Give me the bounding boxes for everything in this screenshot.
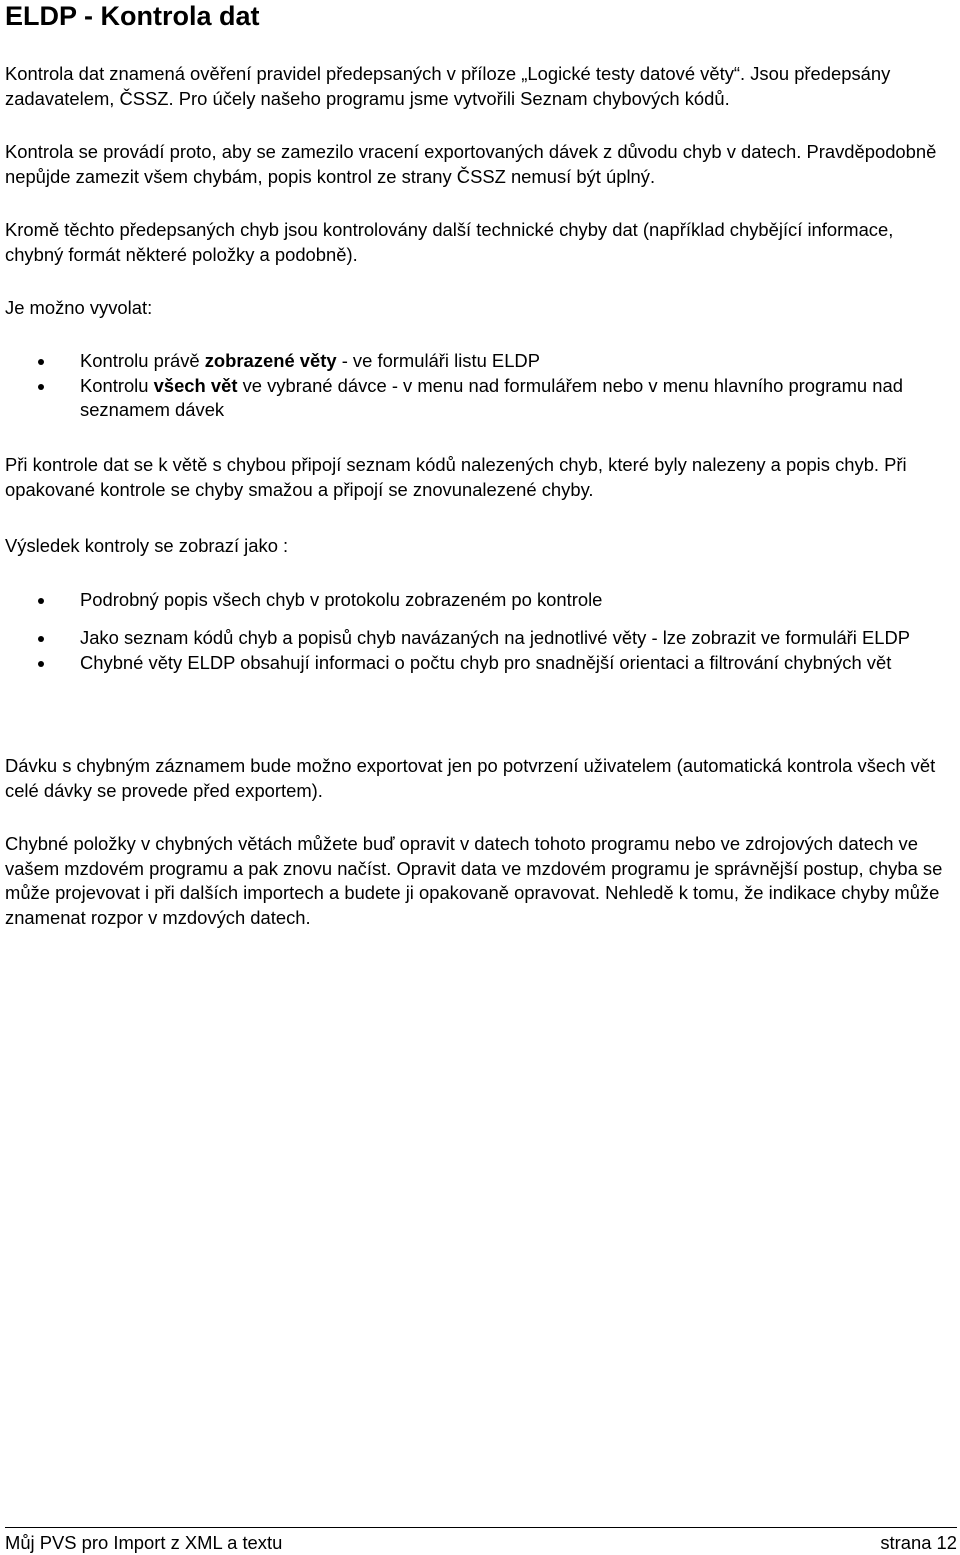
paragraph-technical-errors: Kromě těchto předepsaných chyb jsou kontrolovány další technické chyby dat (například chybějící informace, chybný formát některé položky a podobně). — [5, 219, 894, 265]
bullet-icon — [38, 598, 44, 604]
paragraph-result-label: Výsledek kontroly se zobrazí jako : — [5, 535, 289, 556]
page-number: strana 12 — [880, 1532, 957, 1553]
bullet-icon — [38, 661, 44, 667]
list-item-text-bold: zobrazené věty — [204, 350, 337, 371]
paragraph-error-codes: Při kontrole dat se k větě s chybou připojí seznam kódů nalezených chyb, které byly nalezeny a popis chyb. Při opakované kontrole se chyby smažou a připojí se znovunalezené chyby. — [5, 454, 907, 500]
list-item-text: Jako seznam kódů chyb a popisů chyb navázaných na jednotlivé věty - lze zobrazit ve formuláři ELDP — [80, 626, 911, 648]
list-item — [5, 626, 950, 651]
paragraph-fixing: Chybné položky v chybných větách můžete buď opravit v datech tohoto programu nebo ve zdrojových datech ve vašem mzdovém programu a pak znovu načíst. Opravit data ve mzdovém programu je správnější postup, chyba se může projevovat i při dalších importech a budete ji opakovaně opravovat. Nehledě k tomu, že indikace chyby může znamenat rozpor v mzdových datech. — [5, 833, 943, 928]
list-item-text-after: - ve formuláři listu ELDP — [336, 350, 540, 371]
footer-title: Můj PVS pro Import z XML a textu — [5, 1532, 283, 1553]
paragraph-invoke-label: Je možno vyvolat: — [5, 297, 153, 318]
list-item-text-bold: všech vět — [153, 374, 238, 396]
list-item-text-after: ve vybrané dávce - v menu nad formulářem nebo v menu hlavního programu nad seznamem dávek — [80, 374, 903, 420]
page-title: ELDP - Kontrola dat — [5, 1, 260, 31]
result-options-list — [5, 588, 950, 676]
invoke-options-list — [5, 349, 950, 423]
paragraph-purpose: Kontrola se provádí proto, aby se zamezilo vracení exportovaných dávek z důvodu chyb v datech. Pravděpodobně nepůjde zamezit všem chybám, popis kontrol ze strany ČSSZ nemusí být úplný. — [5, 141, 937, 187]
list-item-text-before: Kontrolu právě — [80, 350, 205, 371]
paragraph-export: Dávku s chybným záznamem bude možno exportovat jen po potvrzení uživatelem (automatická kontrola všech vět celé dávky se provede před exportem). — [5, 755, 936, 801]
list-item — [5, 588, 950, 613]
footer-divider — [5, 1527, 957, 1528]
list-item — [5, 349, 950, 374]
list-item-text-before: Kontrolu — [80, 374, 154, 396]
bullet-icon — [38, 636, 44, 642]
paragraph-intro: Kontrola dat znamená ověření pravidel předepsaných v příloze „Logické testy datové věty“. Jsou předepsány zadavatelem, ČSSZ. Pro účely našeho programu jsme vytvořili Seznam chybových kódů. — [5, 63, 891, 109]
bullet-icon — [38, 384, 44, 390]
page-content — [5, 0, 950, 928]
list-item — [5, 651, 950, 676]
bullet-icon — [38, 359, 44, 365]
list-item-text: Chybné věty ELDP obsahují informaci o počtu chyb pro snadnější orientaci a filtrování chybných vět — [80, 652, 892, 673]
list-item-text: Podrobný popis všech chyb v protokolu zobrazeném po kontrole — [80, 589, 603, 610]
list-item — [5, 374, 950, 423]
